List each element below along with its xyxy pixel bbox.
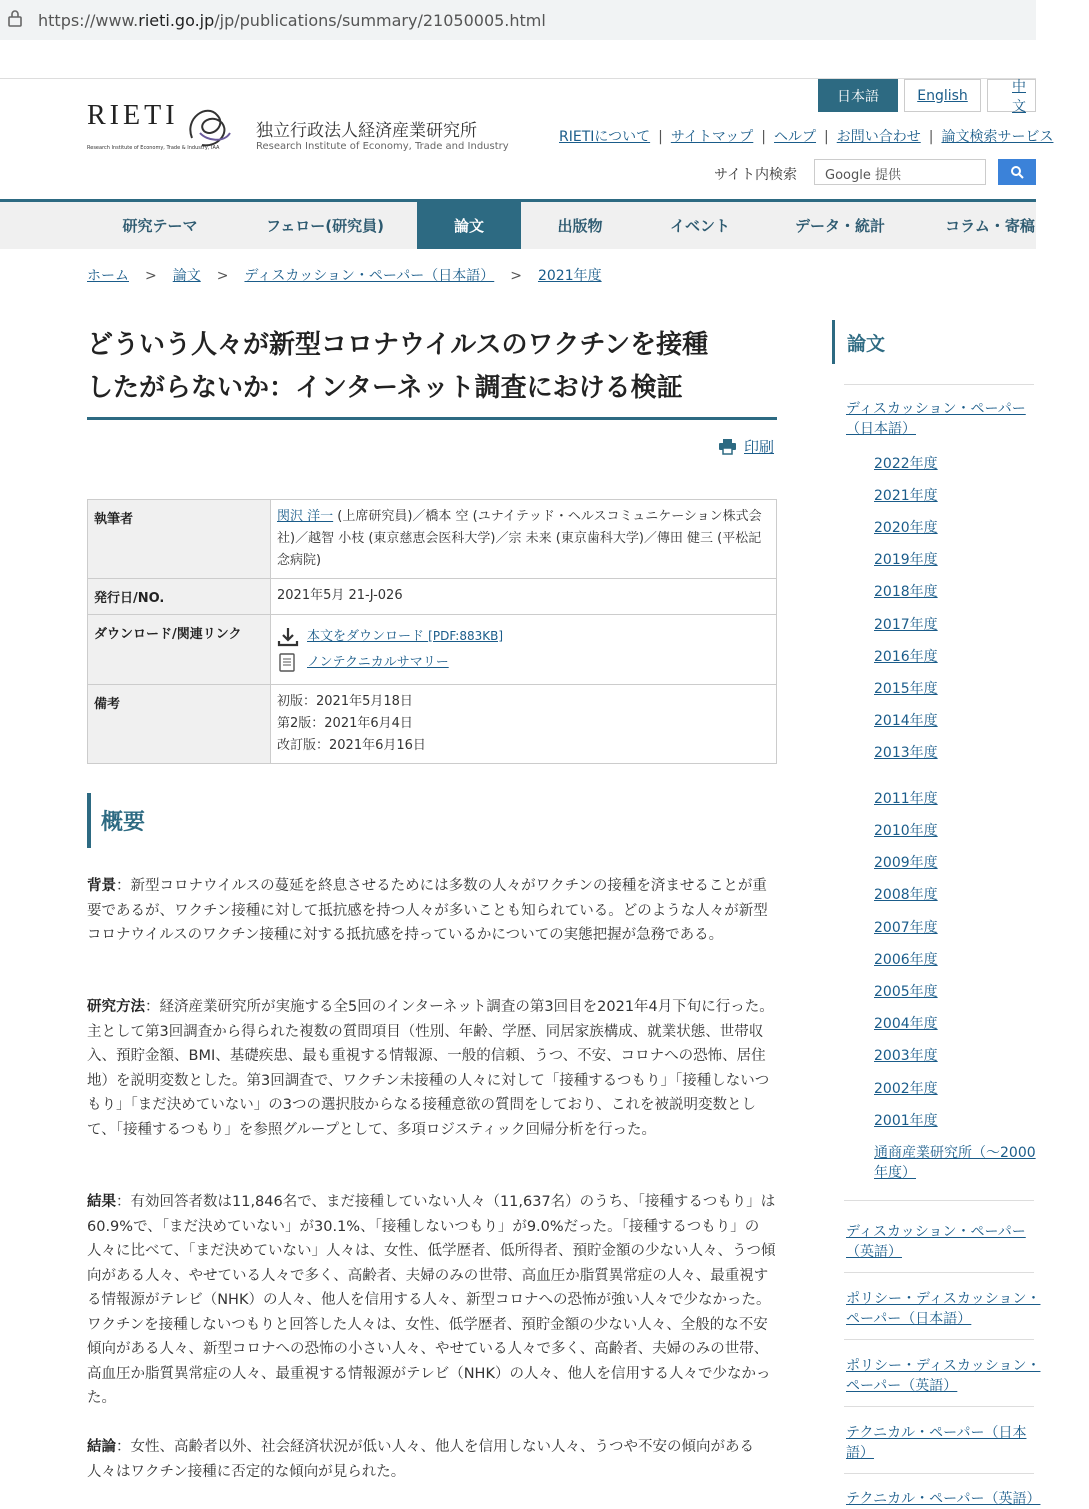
nav-papers[interactable]: 論文: [417, 202, 521, 249]
nav-publications[interactable]: 出版物: [557, 217, 603, 235]
breadcrumb-year[interactable]: 2021年度: [537, 268, 602, 284]
lang-chinese-button[interactable]: 中文: [987, 79, 1036, 112]
org-name-en: Research Institute of Economy, Trade and Industry: [256, 141, 509, 152]
url-prefix: https://www.: [38, 10, 139, 30]
sidebar-tp-en-link[interactable]: テクニカル・ペーパー（英語）: [846, 1491, 1041, 1507]
sidebar-divider: [844, 1473, 1034, 1474]
breadcrumb-separator: >: [216, 268, 229, 284]
sidebar-year-link[interactable]: 2020年度: [874, 520, 938, 536]
sidebar-year-link[interactable]: 2015年度: [874, 681, 938, 697]
about-link[interactable]: RIETIについて: [559, 129, 651, 145]
table-row: [88, 685, 777, 764]
download-pdf-label: 本文をダウンロード: [307, 629, 425, 644]
note-line: 初版：2021年5月18日: [277, 694, 413, 709]
logo-text: RIETI: [87, 100, 179, 131]
help-link[interactable]: ヘルプ: [774, 129, 817, 145]
sidebar-year-link[interactable]: 2006年度: [874, 952, 938, 968]
breadcrumb-home[interactable]: ホーム: [87, 268, 129, 284]
table-row: [88, 615, 777, 685]
sidebar-year-link[interactable]: 2005年度: [874, 984, 938, 1000]
page-title: [87, 324, 777, 410]
result-paragraph: [87, 1190, 777, 1411]
breadcrumb-dp-jp[interactable]: ディスカッション・ペーパー（日本語）: [244, 268, 495, 284]
utility-links: [555, 126, 1054, 146]
logo-mark-icon: [182, 103, 234, 153]
breadcrumb-separator: >: [145, 268, 157, 284]
url-host: rieti.go.jp: [138, 10, 215, 30]
note-cell: [271, 685, 777, 764]
sidebar-heading: 論文: [832, 320, 885, 364]
sidebar-divider: [844, 1272, 1034, 1273]
sidebar-year-link[interactable]: 2009年度: [874, 855, 938, 871]
nav-data-stats[interactable]: データ・統計: [794, 217, 885, 235]
download-icon: [277, 627, 299, 647]
sitemap-link[interactable]: サイトマップ: [670, 129, 754, 145]
site-search-input[interactable]: Google 提供: [814, 159, 986, 185]
url-path: /jp/publications/summary/21050005.html: [214, 10, 546, 30]
download-cell: [271, 615, 777, 685]
print-link[interactable]: [719, 436, 774, 457]
download-row: [277, 625, 770, 648]
sidebar-dp-jp-link[interactable]: ディスカッション・ペーパー（日本語）: [846, 401, 1026, 437]
sidebar-year-link[interactable]: 2001年度: [874, 1113, 938, 1129]
sidebar-tp-jp-link[interactable]: テクニカル・ペーパー（日本語）: [846, 1425, 1027, 1461]
sidebar-year-link[interactable]: 2008年度: [874, 887, 938, 903]
download-label: ダウンロード/関連リンク: [88, 615, 271, 685]
non-technical-summary-link[interactable]: ノンテクニカルサマリー: [307, 655, 449, 670]
sidebar-pdp-en-link[interactable]: ポリシー・ディスカッション・ペーパー（英語）: [846, 1358, 1041, 1394]
sidebar-year-old[interactable]: 通商産業研究所（～2000年度）: [874, 1145, 1036, 1181]
background-paragraph: [87, 874, 777, 948]
sidebar-year-link[interactable]: 2019年度: [874, 552, 938, 568]
nav-events[interactable]: イベント: [669, 217, 730, 235]
separator: |: [761, 129, 767, 145]
conclusion-paragraph: [87, 1435, 777, 1484]
download-pdf-link[interactable]: [307, 625, 503, 648]
print-label[interactable]: 印刷: [744, 438, 775, 456]
org-name-jp: 独立行政法人経済産業研究所: [256, 121, 477, 141]
method-text: ：経済産業研究所が実施する全5回のインターネット調査の第3回目を2021年4月下旬に行った。主として第3回調査から得られた複数の質問項目（性別、年齢、学歴、同居家族構成、就業状態、世帯収入、預貯金額、BMI、基礎疾患、最も重視する情報源、一般的信頼、うつ、不安、コロナへの恐怖、居住地）を説明変数とした。第3回調査で、ワクチン未接種の人々に対して「接種するつもり」「接種しないつもり」「まだ決めていない」の3つの選択肢からなる接種意欲の質問をしており、これを被説明変数として、「接種するつもり」を参照グループとして、多項ロジスティック回帰分析を行った。: [87, 999, 774, 1138]
author-label: 執筆者: [88, 500, 271, 579]
sidebar-divider: [844, 384, 1034, 385]
sidebar-year-link[interactable]: 2007年度: [874, 920, 938, 936]
lock-icon: [8, 9, 30, 31]
note-line: 第2版：2021年6月4日: [277, 716, 413, 731]
contact-link[interactable]: お問い合わせ: [836, 129, 921, 145]
sidebar-year-link[interactable]: 2022年度: [874, 456, 938, 472]
search-button[interactable]: [998, 159, 1036, 185]
sidebar-dp-en-link[interactable]: ディスカッション・ペーパー（英語）: [846, 1224, 1026, 1260]
background-text: ：新型コロナウイルスの蔓延を終息させるためには多数の人々がワクチンの接種を済ませることが重要であるが、ワクチン接種に対して抵抗感を持つ人々が多いことも知られている。どのような人々が新型コロナウイルスのワクチン接種に対する抵抗感を持っているかについての実態把握が急務である。: [87, 878, 768, 943]
lang-english-button[interactable]: English: [904, 79, 981, 112]
author-cell: [271, 500, 777, 579]
author-rest: (上席研究員)／橋本 空 (ユナイテッド・ヘルスコミュニケーション株式会社)／越智 小枝 (東京慈恵会医科大学)／宗 未来 (東京歯科大学)／傳田 健三 (平松記念病院): [277, 509, 762, 568]
download-pdf-size: [PDF:883KB]: [428, 629, 504, 643]
abstract-heading: 概要: [87, 793, 145, 848]
method-paragraph: [87, 995, 777, 1142]
title-divider: [87, 417, 777, 420]
sidebar-year-link[interactable]: 2004年度: [874, 1016, 938, 1032]
result-text: ：有効回答者数は11,846名で、まだ接種していない人々（11,637名）のうち、「接種するつもり」は60.9%で、「まだ決めていない」が30.1%、「接種しないつもり」が9.0%だった。「接種するつもり」の人々に比べて、「まだ決めていない」人々は、女性、低学歴者、低所得者、預貯金額の少ない人々、うつ傾向がある人々、やせている人々で多く、高齢者、夫婦のみの世帯、高血圧か脂質異常症の人々、最重視する情報源がテレビ（NHK）の人々、他人を信用する人々、新型コロナへの恐怖が強い人々で少なかった。ワクチンを接種しないつもりと回答した人々は、女性、低学歴者、預貯金額の少ない人々、全般的な不安傾向がある人々、新型コロナへの恐怖の小さい人々、やせている人々で多く、高齢者、夫婦のみの世帯、高血圧か脂質異常症の人々、最重視する情報源がテレビ（NHK）の人々、他人を信用する人々で少なかった。: [87, 1194, 776, 1406]
sidebar-year-link[interactable]: 2014年度: [874, 713, 938, 729]
summary-row: [277, 652, 770, 674]
table-row: [88, 500, 777, 579]
conclusion-label: 結論: [87, 1439, 116, 1455]
sidebar-year-link[interactable]: 2021年度: [874, 488, 938, 504]
result-label: 結果: [87, 1194, 116, 1210]
lang-japanese-button[interactable]: 日本語: [818, 79, 898, 112]
breadcrumb-papers[interactable]: 論文: [172, 268, 201, 284]
background-label: 背景: [87, 878, 116, 894]
sidebar-year-link[interactable]: 2016年度: [874, 649, 938, 665]
sidebar-year-link[interactable]: 2017年度: [874, 617, 938, 633]
sidebar-year-link[interactable]: 2011年度: [874, 791, 938, 807]
sidebar-divider: [844, 1339, 1034, 1340]
sidebar-year-link[interactable]: 2013年度: [874, 745, 938, 761]
sidebar-divider: [844, 1200, 1034, 1201]
paper-metadata-table: [87, 499, 777, 764]
sidebar-year-link[interactable]: 2010年度: [874, 823, 938, 839]
address-bar[interactable]: [0, 0, 1036, 40]
nav-fellows[interactable]: フェロー(研究員): [266, 217, 384, 235]
sidebar-year-link[interactable]: 2002年度: [874, 1081, 938, 1097]
paper-search-link[interactable]: 論文検索サービス: [941, 129, 1054, 145]
conclusion-text: ：女性、高齢者以外、社会経済状況が低い人々、他人を信用しない人々、うつや不安の傾向がある人々はワクチン接種に否定的な傾向が見られた。: [87, 1439, 754, 1480]
global-nav: [0, 199, 1036, 249]
rieti-logo[interactable]: [87, 100, 179, 132]
title-line: どういう人々が新型コロナウイルスのワクチンを接種: [87, 330, 709, 360]
breadcrumb-separator: >: [510, 268, 522, 284]
separator: |: [824, 129, 829, 145]
note-line: 改訂版：2021年6月16日: [277, 738, 426, 753]
nav-research-themes[interactable]: 研究テーマ: [122, 217, 198, 235]
sidebar-pdp-jp-link[interactable]: ポリシー・ディスカッション・ペーパー（日本語）: [846, 1291, 1041, 1327]
nav-columns[interactable]: コラム・寄稿: [945, 217, 1035, 235]
separator: |: [928, 129, 934, 145]
sidebar-divider: [844, 1406, 1034, 1407]
note-label: 備考: [88, 685, 271, 764]
sidebar-year-link[interactable]: 2018年度: [874, 584, 938, 600]
breadcrumb: [87, 265, 602, 285]
title-line: したがらないか：インターネット調査における検証: [87, 373, 683, 403]
date-label: 発行日/NO.: [88, 579, 271, 615]
date-value: 2021年5月 21-J-026: [271, 579, 777, 615]
method-label: 研究方法: [87, 999, 145, 1015]
search-icon: [1010, 165, 1024, 179]
top-strip: [0, 40, 1036, 79]
document-icon: [277, 652, 299, 674]
author-link[interactable]: 関沢 洋一: [277, 509, 334, 524]
table-row: [88, 579, 777, 615]
printer-icon: [719, 439, 736, 454]
logo-subtitle: Research Institute of Economy, Trade & Industry, IAA: [87, 145, 220, 151]
separator: |: [658, 129, 663, 145]
site-search-label: サイト内検索: [714, 167, 798, 183]
sidebar-year-link[interactable]: 2003年度: [874, 1048, 938, 1064]
